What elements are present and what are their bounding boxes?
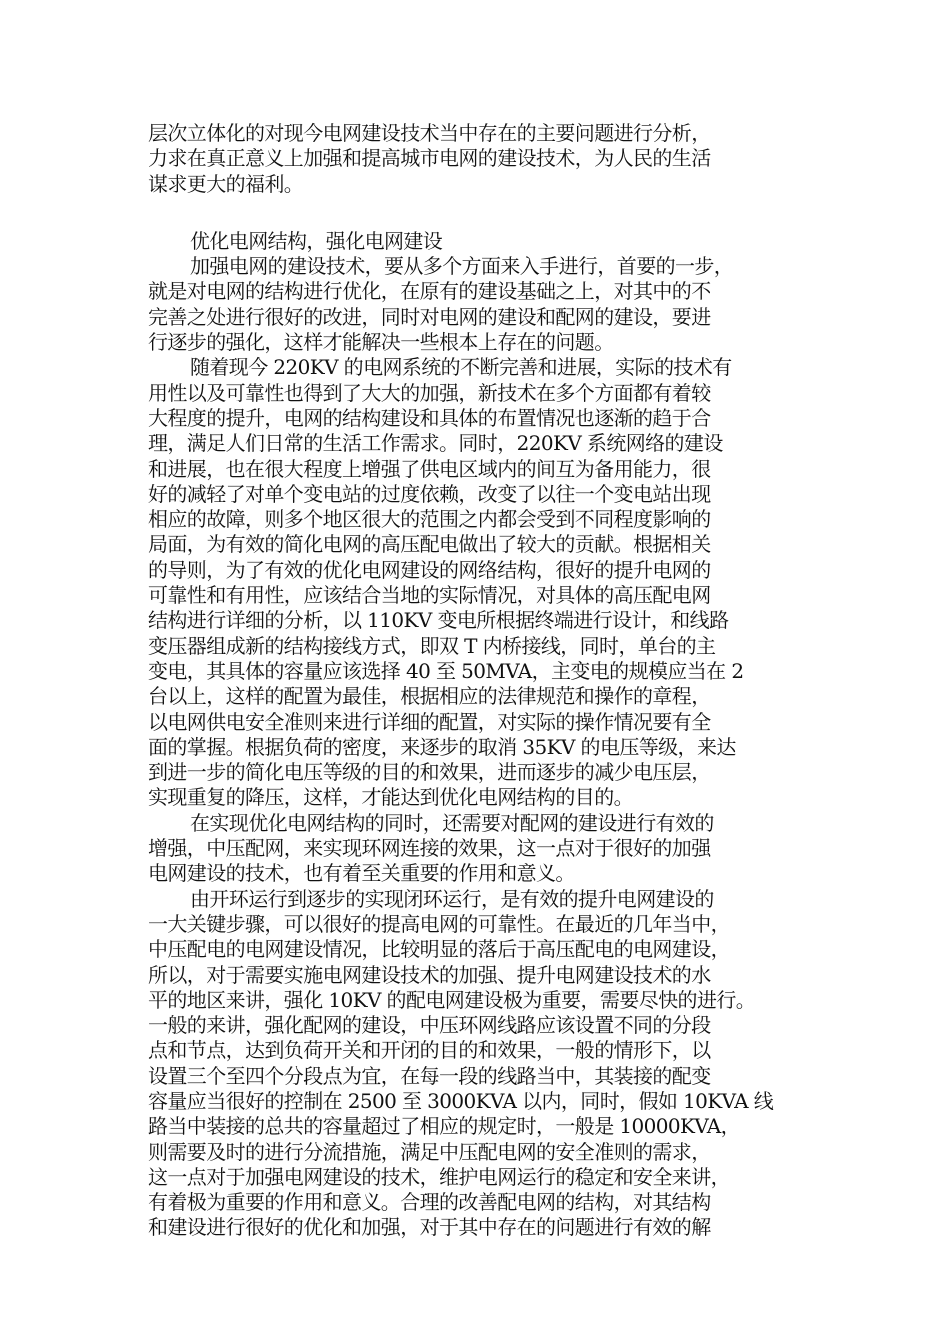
text-line: 一大关键步骤，可以很好的提高电网的可靠性。在最近的几年当中， [148, 911, 730, 936]
text-line: 有着极为重要的作用和意义。合理的改善配电网的结构，对其结构 [148, 1190, 711, 1215]
text-line: 增强，中压配网，来实现环网连接的效果，这一点对于很好的加强 [148, 836, 711, 861]
text-line: 以电网供电安全准则来进行详细的配置，对实际的操作情况要有全 [148, 709, 711, 734]
paragraph-3 [148, 811, 848, 887]
text-line: 点和节点，达到负荷开关和开闭的目的和效果，一般的情形下，以 [148, 1038, 711, 1063]
text-line: 随着现今 220KV 的电网系统的不断完善和进展，实际的技术有 [190, 355, 732, 380]
text-line: 在实现优化电网结构的同时，还需要对配网的建设进行有效的 [190, 810, 714, 835]
text-line: 完善之处进行很好的改进，同时对电网的建设和配网的建设，要进 [148, 304, 711, 329]
text-line: 变压器组成新的结构接线方式，即双 T 内桥接线，同时，单台的主 [148, 633, 716, 658]
text-line: 好的减轻了对单个变电站的过度依赖，改变了以往一个变电站出现 [148, 481, 711, 506]
text-line: 这一点对于加强电网建设的技术，维护电网运行的稳定和安全来讲， [148, 1164, 730, 1189]
paragraph-2 [148, 355, 848, 810]
text-line: 台以上，这样的配置为最佳，根据相应的法律规范和操作的章程， [148, 684, 711, 709]
text-line: 变电，其具体的容量应该选择 40 至 50MVA，主变电的规模应当在 2 [148, 658, 744, 683]
text-line: 结构进行详细的分析，以 110KV 变电所根据终端进行设计，和线路 [148, 608, 729, 633]
text-line: 实现重复的降压，这样，才能达到优化电网结构的目的。 [148, 785, 633, 810]
text-line: 行逐步的强化，这样才能解决一些根本上存在的问题。 [148, 330, 614, 355]
document-body [148, 121, 848, 1241]
text-line: 设置三个至四个分段点为宜，在每一段的线路当中，其装接的配变 [148, 1063, 711, 1088]
text-line: 和进展，也在很大程度上增强了供电区域内的间互为备用能力，很 [148, 456, 711, 481]
text-line: 到进一步的简化电压等级的目的和效果，进而逐步的减少电压层， [148, 760, 711, 785]
intro-paragraph [148, 121, 848, 197]
text-line: 加强电网的建设技术，要从多个方面来入手进行，首要的一步， [190, 254, 734, 279]
text-line: 力求在真正意义上加强和提高城市电网的建设技术，为人民的生活 [148, 146, 711, 171]
text-line: 用性以及可靠性也得到了大大的加强，新技术在多个方面都有着较 [148, 380, 711, 405]
text-line: 可靠性和有用性，应该结合当地的实际情况，对具体的高压配电网 [148, 583, 711, 608]
text-line: 理，满足人们日常的生活工作需求。同时，220KV 系统网络的建设 [148, 431, 723, 456]
text-line: 则需要及时的进行分流措施，满足中压配电网的安全准则的需求， [148, 1139, 711, 1164]
text-line: 和建设进行很好的优化和加强，对于其中存在的问题进行有效的解 [148, 1215, 711, 1240]
paragraph-1 [148, 254, 848, 355]
paragraph-gap [148, 197, 848, 229]
text-line: 一般的来讲，强化配网的建设，中压环网线路应该设置不同的分段 [148, 1013, 711, 1038]
text-line: 中压配电的电网建设情况，比较明显的落后于高压配电的电网建设， [148, 937, 730, 962]
text-line: 大程度的提升，电网的结构建设和具体的布置情况也逐渐的趋于合 [148, 405, 711, 430]
text-line: 路当中装接的总共的容量超过了相应的规定时，一般是 10000KVA， [148, 1114, 741, 1139]
paragraph-4 [148, 887, 848, 1241]
text-line: 谋求更大的福利。 [148, 171, 304, 196]
text-line: 容量应当很好的控制在 2500 至 3000KVA 以内，同时，假如 10KVA 线 [148, 1088, 774, 1113]
text-line: 由开环运行到逐步的实现闭环运行，是有效的提升电网建设的 [190, 886, 714, 911]
text-line: 的导则，为了有效的优化电网建设的网络结构，很好的提升电网的 [148, 557, 711, 582]
text-line: 就是对电网的结构进行优化，在原有的建设基础之上，对其中的不 [148, 279, 711, 304]
text-line: 相应的故障，则多个地区很大的范围之内都会受到不同程度影响的 [148, 507, 711, 532]
text-line: 层次立体化的对现今电网建设技术当中存在的主要问题进行分析， [148, 121, 711, 145]
section-heading: 优化电网结构，强化电网建设 [190, 228, 443, 253]
text-line: 平的地区来讲，强化 10KV 的配电网建设极为重要，需要尽快的进行。 [148, 987, 756, 1012]
text-line: 局面，为有效的简化电网的高压配电做出了较大的贡献。根据相关 [148, 532, 711, 557]
text-line: 面的掌握。根据负荷的密度，来逐步的取消 35KV 的电压等级，来达 [148, 734, 736, 759]
text-line: 电网建设的技术，也有着至关重要的作用和意义。 [148, 861, 575, 886]
text-line: 所以，对于需要实施电网建设技术的加强、提升电网建设技术的水 [148, 962, 711, 987]
